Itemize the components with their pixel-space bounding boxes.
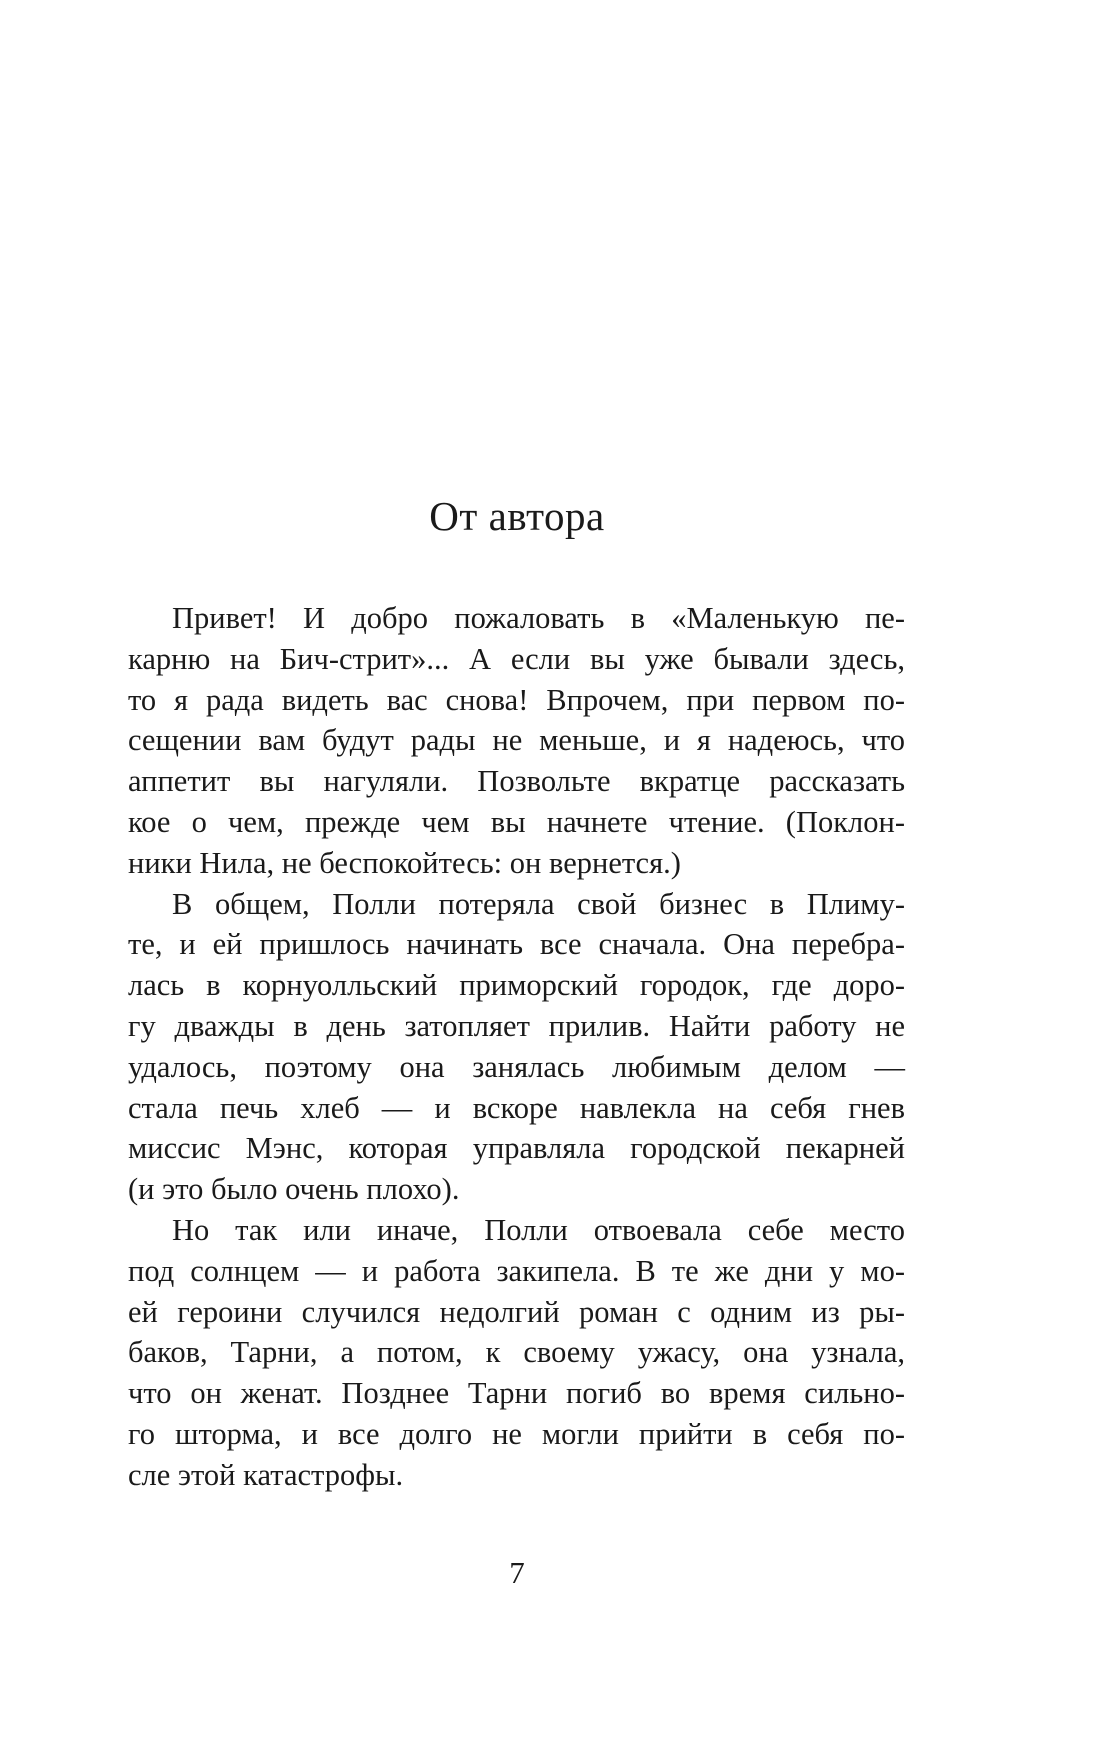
chapter-title: От автора bbox=[429, 493, 605, 539]
text-line: сещении вам будут рады не меньше, и я надеюсь, что bbox=[128, 723, 905, 758]
text-line: ей героини случился недолгий роман с одним из ры- bbox=[128, 1294, 905, 1329]
text-line: (и это было очень плохо). bbox=[128, 1172, 460, 1207]
text-line: В общем, Полли потеряла свой бизнес в Плиму- bbox=[172, 886, 905, 921]
text-line: ники Нила, не беспокойтесь: он вернется.) bbox=[128, 845, 681, 880]
text-line: миссис Мэнс, которая управляла городской пекарней bbox=[128, 1131, 905, 1166]
body-text bbox=[128, 598, 905, 1496]
text-line: баков, Тарни, а потом, к своему ужасу, она узнала, bbox=[128, 1335, 905, 1370]
text-line: стала печь хлеб — и вскоре навлекла на себя гнев bbox=[128, 1090, 905, 1125]
text-line: карню на Бич-стрит»... А если вы уже бывали здесь, bbox=[128, 641, 905, 676]
text-line: аппетит вы нагуляли. Позвольте вкратце рассказать bbox=[128, 764, 905, 799]
text-line: сле этой катастрофы. bbox=[128, 1457, 404, 1492]
text-line: под солнцем — и работа закипела. В те же дни у мо- bbox=[128, 1253, 905, 1288]
paragraph-3 bbox=[128, 1210, 905, 1496]
text-line: Привет! И добро пожаловать в «Маленькую пе- bbox=[172, 601, 905, 635]
text-line: те, и ей пришлось начинать все сначала. Она перебра- bbox=[128, 927, 905, 962]
text-line: лась в корнуолльский приморский городок, где доро- bbox=[128, 968, 905, 1003]
text-line: что он женат. Позднее Тарни погиб во время сильно- bbox=[128, 1376, 905, 1411]
text-line: Но так или иначе, Полли отвоевала себе место bbox=[172, 1212, 905, 1247]
paragraph-2 bbox=[128, 884, 905, 1210]
paragraph-1 bbox=[128, 598, 905, 884]
text-line: удалось, поэтому она занялась любимым делом — bbox=[128, 1049, 905, 1084]
text-line: гу дважды в день затопляет прилив. Найти работу не bbox=[128, 1008, 905, 1043]
text-line: кое о чем, прежде чем вы начнете чтение. (Поклон- bbox=[128, 804, 905, 839]
text-line: го шторма, и все долго не могли прийти в себя по- bbox=[128, 1416, 905, 1451]
page-number: 7 bbox=[509, 1555, 525, 1590]
text-line: то я рада видеть вас снова! Впрочем, при первом по- bbox=[128, 682, 905, 717]
